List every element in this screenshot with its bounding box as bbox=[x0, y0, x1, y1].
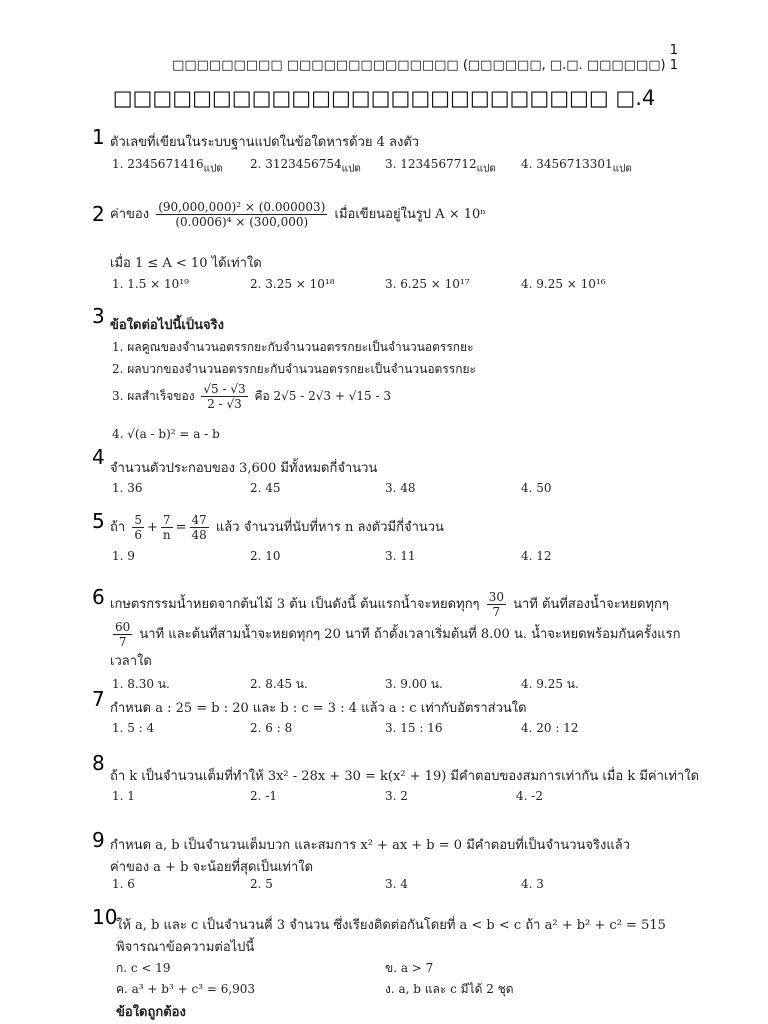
question-prompt: ให้ a, b และ c เป็นจำนวนคี่ 3 จำนวน ซึ่งเรียงติดต่อกันโดยที่ a < b < c ถ้า a² + b² + c² = 515 bbox=[116, 918, 666, 933]
page-number: 1 bbox=[669, 43, 678, 58]
option: 1. 6 bbox=[112, 877, 135, 891]
option: 2. 45 bbox=[250, 481, 281, 495]
option: 4. 50 bbox=[521, 481, 552, 495]
option: 1. 1.5 × 10¹⁹ bbox=[112, 277, 189, 291]
question-prompt: ตัวเลขที่เขียนในระบบฐานแปดในข้อใดหารด้วย 4 ลงตัว bbox=[110, 135, 420, 150]
option: 2. 3.25 × 10¹⁸ bbox=[250, 277, 335, 291]
statement-item: ข. a > 7 bbox=[385, 961, 434, 975]
option: 2. ผลบวกของจำนวนอตรรกยะกับจำนวนอตรรกยะเป็นจำนวนอตรรกยะ bbox=[112, 362, 476, 376]
question-number: 9 bbox=[92, 828, 105, 852]
question-prompt: เกษตรกรรมน้ำหยดจากต้นไม้ 3 ต้น เป็นดังนี้ ต้นแรกน้ำจะหยดทุกๆ $\frac{30}{7}$ นาที ต้นที่สองน้ำจะหยดทุกๆ bbox=[110, 590, 669, 619]
question-number: 6 bbox=[92, 585, 105, 609]
question-line: เวลาใด bbox=[110, 654, 152, 669]
question-prompt: ข้อใดต่อไปนี้เป็นจริง bbox=[110, 318, 224, 333]
option: 2. 8.45 น. bbox=[250, 677, 308, 691]
option: 2. -1 bbox=[250, 789, 277, 803]
option: 1. 9 bbox=[112, 549, 135, 563]
option: 2. 6 : 8 bbox=[250, 721, 293, 735]
statement-item: ค. a³ + b³ + c³ = 6,903 bbox=[116, 982, 256, 996]
fraction: $\frac{\text{(90,000,000)² × (0.000003)}}{\text{(0.0006)⁴ × (300,000)}}$ bbox=[158, 200, 326, 229]
option: 1. 1 bbox=[112, 789, 135, 803]
question-number: 8 bbox=[92, 751, 105, 775]
question-number: 4 bbox=[92, 445, 105, 469]
running-header: □□□□□□□□□ □□□□□□□□□□□□□□ (□□□□□□, □.□. □□□□□□) 1 bbox=[172, 58, 678, 73]
option: 3. 9.00 น. bbox=[385, 677, 443, 691]
option: 4. 20 : 12 bbox=[521, 721, 579, 735]
option: 1. 36 bbox=[112, 481, 143, 495]
question-line: พิจารณาข้อความต่อไปนี้ bbox=[116, 940, 255, 955]
fraction: $\frac{√5 - √3}{2 - √3}$ bbox=[203, 382, 246, 411]
option: 1. ผลคูณของจำนวนอตรรกยะกับจำนวนอตรรกยะเป็นจำนวนอตรรกยะ bbox=[112, 340, 474, 354]
option: 3. 6.25 × 10¹⁷ bbox=[385, 277, 470, 291]
option: 3. 4 bbox=[385, 877, 408, 891]
option: 4. 12 bbox=[521, 549, 552, 563]
option: 2. $3123456754_{แปด}$ bbox=[250, 157, 361, 175]
option: 4. √(a - b)² = a - b bbox=[112, 427, 220, 441]
option: 4. 9.25 น. bbox=[521, 677, 579, 691]
question-prompt: กำหนด a, b เป็นจำนวนเต็มบวก และสมการ x² + ax + b = 0 มีคำตอบที่เป็นจำนวนจริงแล้ว bbox=[110, 838, 630, 853]
question-number: 10 bbox=[92, 905, 118, 929]
question-number: 7 bbox=[92, 687, 105, 711]
statement-item: ง. a, b และ c มีได้ 2 ชุด bbox=[385, 982, 514, 996]
option: 3. ผลสำเร็จของ $\frac{√5 - √3}{2 - √3}$ คือ 2√5 - 2√3 + √15 - 3 bbox=[112, 382, 391, 411]
question-line: ข้อใดถูกต้อง bbox=[116, 1005, 186, 1020]
question-line: $\frac{60}{7}$ นาที และต้นที่สามน้ำจะหยดทุกๆ 20 นาที ถ้าตั้งเวลาเริ่มต้นที่ 8.00 น. น้ำจะหยดพร้อมกันครั้งแรก bbox=[115, 620, 681, 649]
option: 2. 10 bbox=[250, 549, 281, 563]
option: 2. 5 bbox=[250, 877, 273, 891]
question-prompt: ถ้า k เป็นจำนวนเต็มที่ทำให้ 3x² - 28x + 30 = k(x² + 19) มีคำตอบของสมการเท่ากัน เมื่อ k มีค่าเท่าใด bbox=[110, 769, 700, 784]
option: 3. 2 bbox=[385, 789, 408, 803]
option: 1. 5 : 4 bbox=[112, 721, 155, 735]
question-prompt: ค่าของ $\frac{\text{(90,000,000)² × (0.000003)}}{\text{(0.0006)⁴ × (300,000)}}$ เมื่อเขียนอยู่ในรูป A × 10ⁿ bbox=[110, 200, 486, 229]
statement-item: ก. c < 19 bbox=[116, 961, 171, 975]
question-number: 3 bbox=[92, 304, 105, 328]
question-number: 2 bbox=[92, 202, 105, 226]
question-line: ค่าของ a + b จะน้อยที่สุดเป็นเท่าใด bbox=[110, 860, 314, 875]
option: 4. $3456713301_{แปด}$ bbox=[521, 157, 632, 175]
question-number: 5 bbox=[92, 509, 105, 533]
option: 1. 8.30 น. bbox=[112, 677, 170, 691]
option: 4. -2 bbox=[516, 789, 543, 803]
question-prompt: กำหนด a : 25 = b : 20 และ b : c = 3 : 4 แล้ว a : c เท่ากับอัตราส่วนใด bbox=[110, 701, 527, 716]
question-prompt: ถ้า $\frac{5}{6}$ + $\frac{7}{n}$ = $\frac{47}{48}$ แล้ว จำนวนที่นับที่หาร n ลงตัวมีกี่จำนวน bbox=[110, 513, 444, 542]
option: 3. 48 bbox=[385, 481, 416, 495]
question-number: 1 bbox=[92, 125, 105, 149]
question-prompt: จำนวนตัวประกอบของ 3,600 มีทั้งหมดกี่จำนวน bbox=[110, 461, 378, 476]
option: 1. $2345671416_{แปด}$ bbox=[112, 157, 223, 175]
option: 4. 3 bbox=[521, 877, 544, 891]
page-title: □□□□□□□□□□□□□□□□□□□□□□□□□ □.4 bbox=[112, 86, 656, 110]
option: 3. 15 : 16 bbox=[385, 721, 443, 735]
option: 4. 9.25 × 10¹⁶ bbox=[521, 277, 606, 291]
option: 3. $1234567712_{แปด}$ bbox=[385, 157, 496, 175]
question-line: เมื่อ 1 ≤ A < 10 ได้เท่าใด bbox=[110, 256, 262, 271]
option: 3. 11 bbox=[385, 549, 416, 563]
